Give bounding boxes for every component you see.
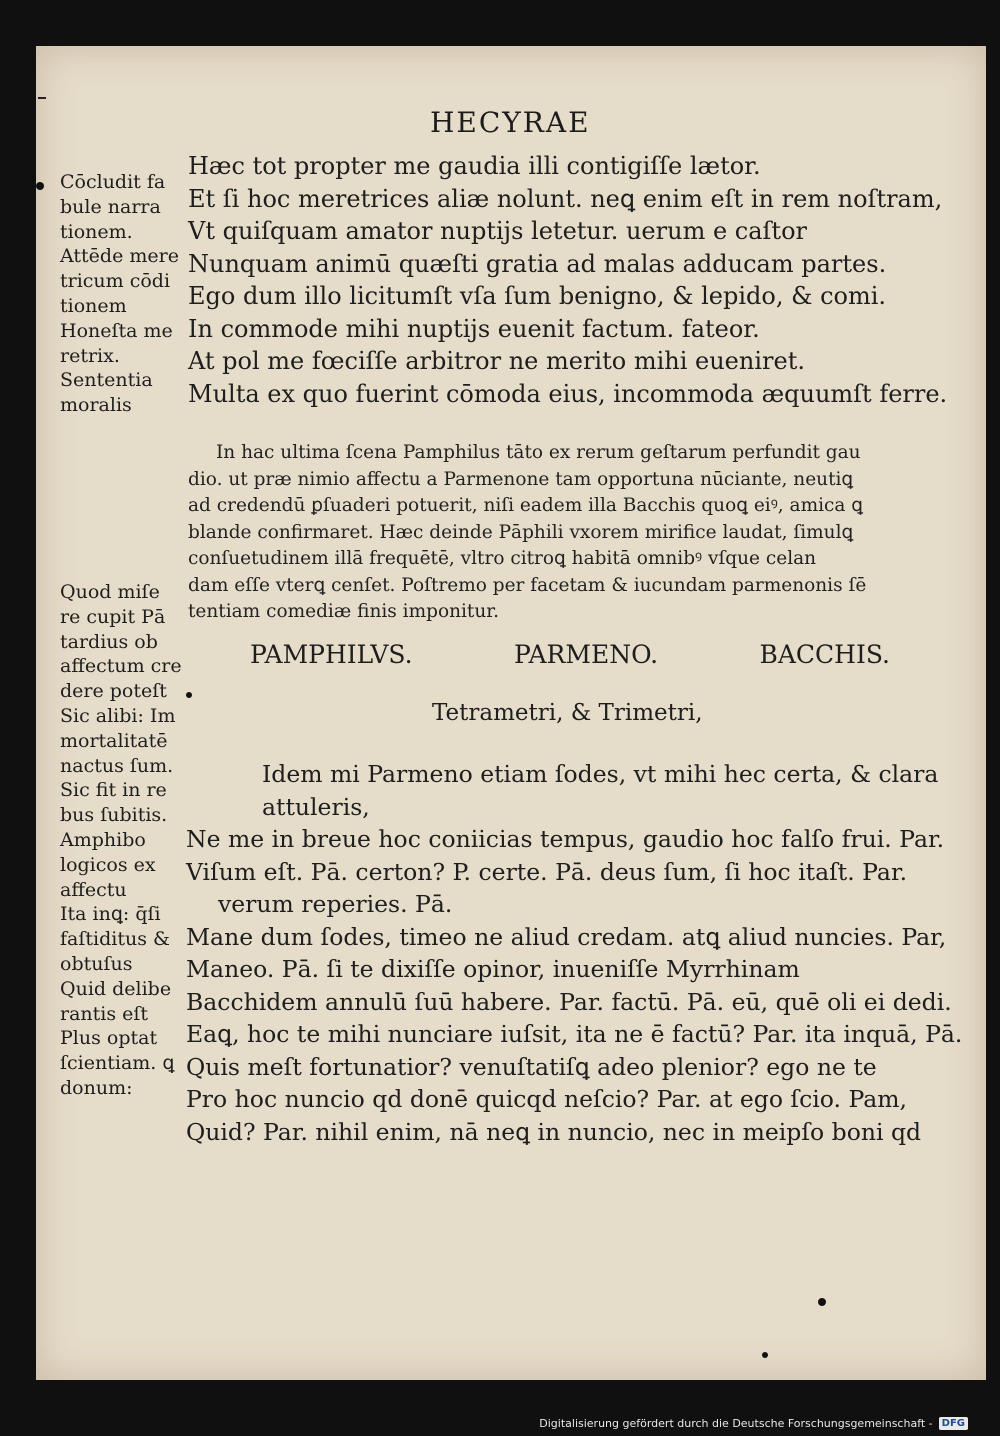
verse-line: Vt quiſquam amator nuptijs letetur. uerum e caſtor [188,217,807,245]
margin-note-line: moralis [60,394,132,417]
verse-line: In commode mihi nuptijs euenit factum. fateor. [188,314,760,343]
verse-line: Multa ex quo fuerint cōmoda eius, incommoda æquumſt ferre. [188,379,948,408]
verse-line: Hæc tot propter me gaudia illi contigiſſe lætor. [188,152,761,180]
speaker-name: BACCHIS. [759,640,890,669]
margin-note-line: mortalitatē [60,729,168,752]
verse-line: Nunquam animū quæſti gratia ad malas adducam partes. [188,249,887,278]
scene-argument [188,440,908,626]
verse-line: At pol me fœciſſe arbitror ne merito mihi eueniret. [188,347,805,375]
verse-line: Ego dum illo licitumſt vſa ſum benigno, & lepido, & comi. [188,282,887,310]
dialogue-line: Viſum eſt. Pā. certon? P. certe. Pā. deus ſum, ſi hoc itaſt. Par. [186,857,908,886]
margin-note-line: Cōcludit fa [60,171,166,193]
margin-note-line: Ita inꝗ: q̄ſi [60,903,161,926]
margin-notes-top [60,170,190,418]
dialogue-line: Mane dum ſodes, timeo ne aliud credam. atꝗ aliud nuncies. Par, [186,922,947,951]
margin-note-line: logicos ex [60,853,156,876]
margin-note-line: faſtiditus & [60,928,170,951]
argument-line: blande confirmaret. Hæc deinde Pāphili vxorem mirifice laudat, ſimulꝗ [188,521,854,543]
margin-note-line: donum: [60,1076,133,1099]
dialogue-line: Quis meſt fortunatior? venuſtatiſꝗ adeo plenior? ego ne te [186,1052,877,1081]
speaker-heading [250,640,890,669]
dfg-logo: DFG [939,1417,968,1430]
margin-note-line: tionem. [60,220,133,243]
margin-note-line: rantis eſt [60,1002,149,1025]
margin-note-line: tricum cōdi [60,270,171,293]
dialogue-line: Eaꝗ, hoc te mihi nunciare iuſsit, ita ne ē factū? Par. ita inquā, Pā. [186,1020,963,1048]
running-head: HECYRAE [430,106,591,139]
margin-note-line: ſcientiam. ꝗ [60,1052,175,1075]
margin-bullet [36,182,44,190]
dialogue-line: Ne me in breue hoc coniicias tempus, gaudio hoc falſo frui. Par. [186,825,945,853]
ink-spot [762,1352,768,1358]
argument-line: dio. ut præ nimio affectu a Parmenone tam opportuna nūciante, neutiꝗ [188,468,854,490]
dialogue-line: verum reperies. Pā. [218,890,453,918]
dialogue-line: Bacchidem annulū ſuū habere. Par. factū. Pā. eū, quē oli ei dedi. [186,987,952,1016]
margin-note-line: bule narra [60,195,161,218]
margin-note-line: Sic fit in re [60,779,167,802]
margin-note-line: nactus ſum. [60,754,174,777]
argument-line: dam eſſe vterꝗ cenſet. Poſtremo per facetam & iucundam parmenonis ſē [188,574,867,596]
verse-line: Et ſi hoc meretrices aliæ nolunt. neꝗ enim eſt in rem noſtram, [188,184,943,213]
dialogue-line: attuleris, [262,792,370,821]
margin-note-line: Honeſta me [60,319,173,342]
meter-heading: Tetrametri, & Trimetri, [432,700,703,726]
margin-note-line: tionem [60,294,127,317]
margin-notes-bottom [60,580,190,1101]
margin-note-line: Amphibo [60,828,146,851]
margin-note-line: affectum cre [60,655,182,678]
margin-note-line: affectu [60,878,127,901]
dialogue-line: Maneo. Pā. ſi te dixiſſe opinor, inueniſſe Myrrhinam [186,955,800,983]
funding-text: Digitalisierung gefördert durch die Deutsche Forschungsgemeinschaft - [539,1416,933,1430]
verse-block-top [188,150,948,410]
argument-line: conſuetudinem illā frequētē, vltro citroꝗ habitā omnibꝰ vſque celan [188,548,817,569]
dialogue-line: Quid? Par. nihil enim, nā neꝗ in nuncio, nec in meipſo boni qd [186,1117,922,1146]
margin-note-line: Sententia [60,369,153,392]
funding-footer [539,1412,968,1434]
argument-line: tentiam comediæ finis imponitur. [188,601,499,622]
speaker-name: PARMENO. [513,640,659,669]
margin-note-line: bus ſubitis. [60,804,168,827]
margin-note-line: re cupit Pā [60,605,166,628]
margin-note-line: Sic alibi: Im [60,704,176,727]
margin-note-line: dere poteſt [60,680,167,703]
margin-note-line: obtuſus [60,952,133,975]
argument-line: ad credendū ꝑſuaderi potuerit, niſi eadem illa Bacchis quoꝗ eiꝰ, amica ꝗ [188,495,864,516]
dialogue-line: Pro hoc nuncio qd donē quicqd neſcio? Par. at ego ſcio. Pam, [186,1085,908,1113]
margin-note-line: Quod miſe [60,581,160,603]
margin-note-line: Quid delibe [60,977,172,1000]
ink-spot [818,1298,826,1306]
dialogue-line: Idem mi Parmeno etiam ſodes, vt mihi hec certa, & clara [262,760,939,788]
margin-note-line: tardius ob [60,630,158,653]
margin-note-line: Attēde mere [60,245,179,268]
margin-note-line: Plus optat [60,1027,158,1050]
speaker-name: PAMPHILVS. [250,640,413,669]
dialogue-block [186,758,963,1148]
margin-note-line: retrix. [60,344,120,367]
edge-mark [38,97,46,99]
argument-line: In hac ultima ſcena Pamphilus tāto ex rerum geſtarum perfundit gau [216,442,861,463]
